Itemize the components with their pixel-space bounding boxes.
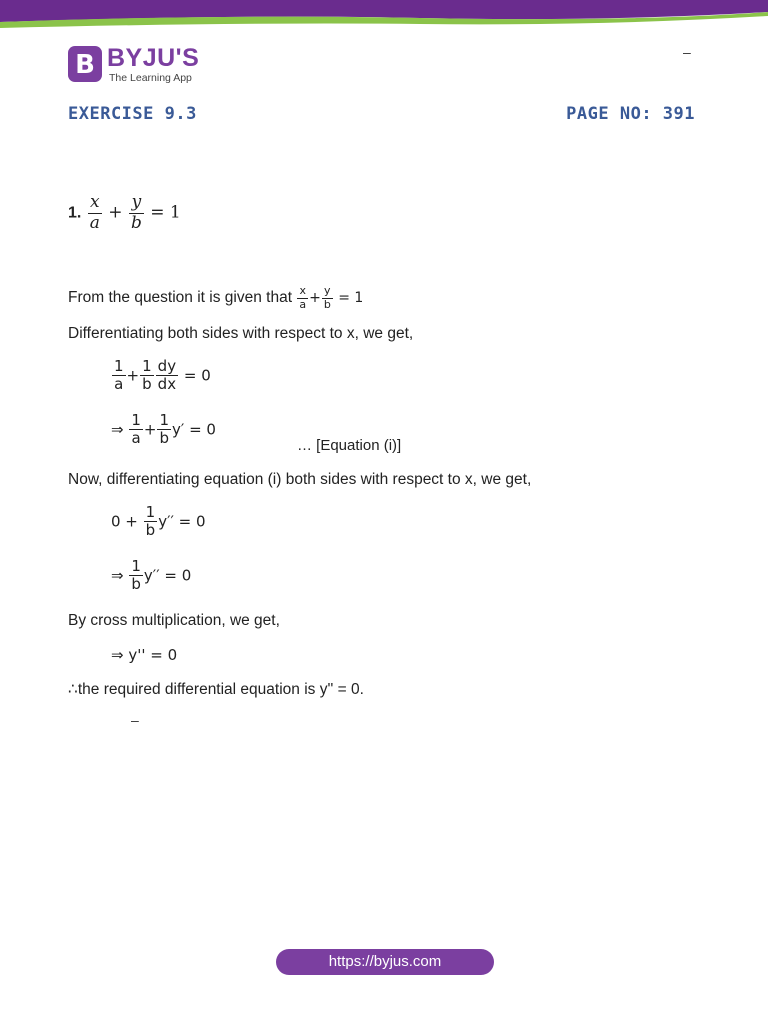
conclusion-line: ∴the required differential equation is y'' = 0. (68, 681, 364, 698)
given-line: From the question it is given that $\frac{x}{a}$ + $\frac{y}{b}$ = 1 (68, 284, 364, 311)
page-number: PAGE NO: 391 (566, 104, 695, 124)
cross-multiplication-line: By cross multiplication, we get, (68, 612, 280, 629)
brand-name: BYJU'S (107, 44, 200, 72)
footer-url-pill[interactable] (276, 949, 494, 975)
equation-i-label: … [Equation (i)] (297, 437, 402, 454)
step-5-equation: ⇒ y'' = 0 (111, 646, 178, 664)
step-1-equation: $\frac{1}{a}$ + $\frac{1}{b}$ $\frac{dy}{dx}$ = 0 (114, 357, 211, 394)
now-differentiate-line: Now, differentiating equation (i) both sides with respect to x, we get, (68, 471, 532, 488)
logo-mark: B (68, 46, 102, 82)
question-1: 1. $\frac{x}{a}$ + $\frac{y}{b}$ = 1 (68, 192, 181, 233)
step-2-equation: ⇒ $\frac{1}{a}$ + $\frac{1}{b}$ y′ = 0 (111, 411, 216, 448)
step-3-equation: 0 + $\frac{1}{b}$ y′′ = 0 (111, 503, 206, 540)
differentiate-line: Differentiating both sides with respect to x, we get, (68, 325, 414, 342)
step-4-equation: ⇒ $\frac{1}{b}$ y′′ = 0 (111, 557, 192, 594)
fraction-y-over-b: $\frac{y}{b}$ (130, 192, 142, 233)
fraction-x-over-a: $\frac{x}{a}$ (89, 192, 100, 233)
question-number: 1. (68, 204, 82, 222)
footer-url[interactable]: https://byjus.com (328, 953, 442, 970)
brand-tagline: The Learning App (109, 72, 192, 84)
exercise-title: EXERCISE 9.3 (68, 104, 197, 124)
header-dash-mark: – (683, 44, 691, 60)
body-dash-mark: – (131, 712, 139, 728)
given-equation: $\frac{x}{a}$ + $\frac{y}{b}$ = 1 (299, 284, 364, 311)
header-stripe (0, 0, 768, 30)
